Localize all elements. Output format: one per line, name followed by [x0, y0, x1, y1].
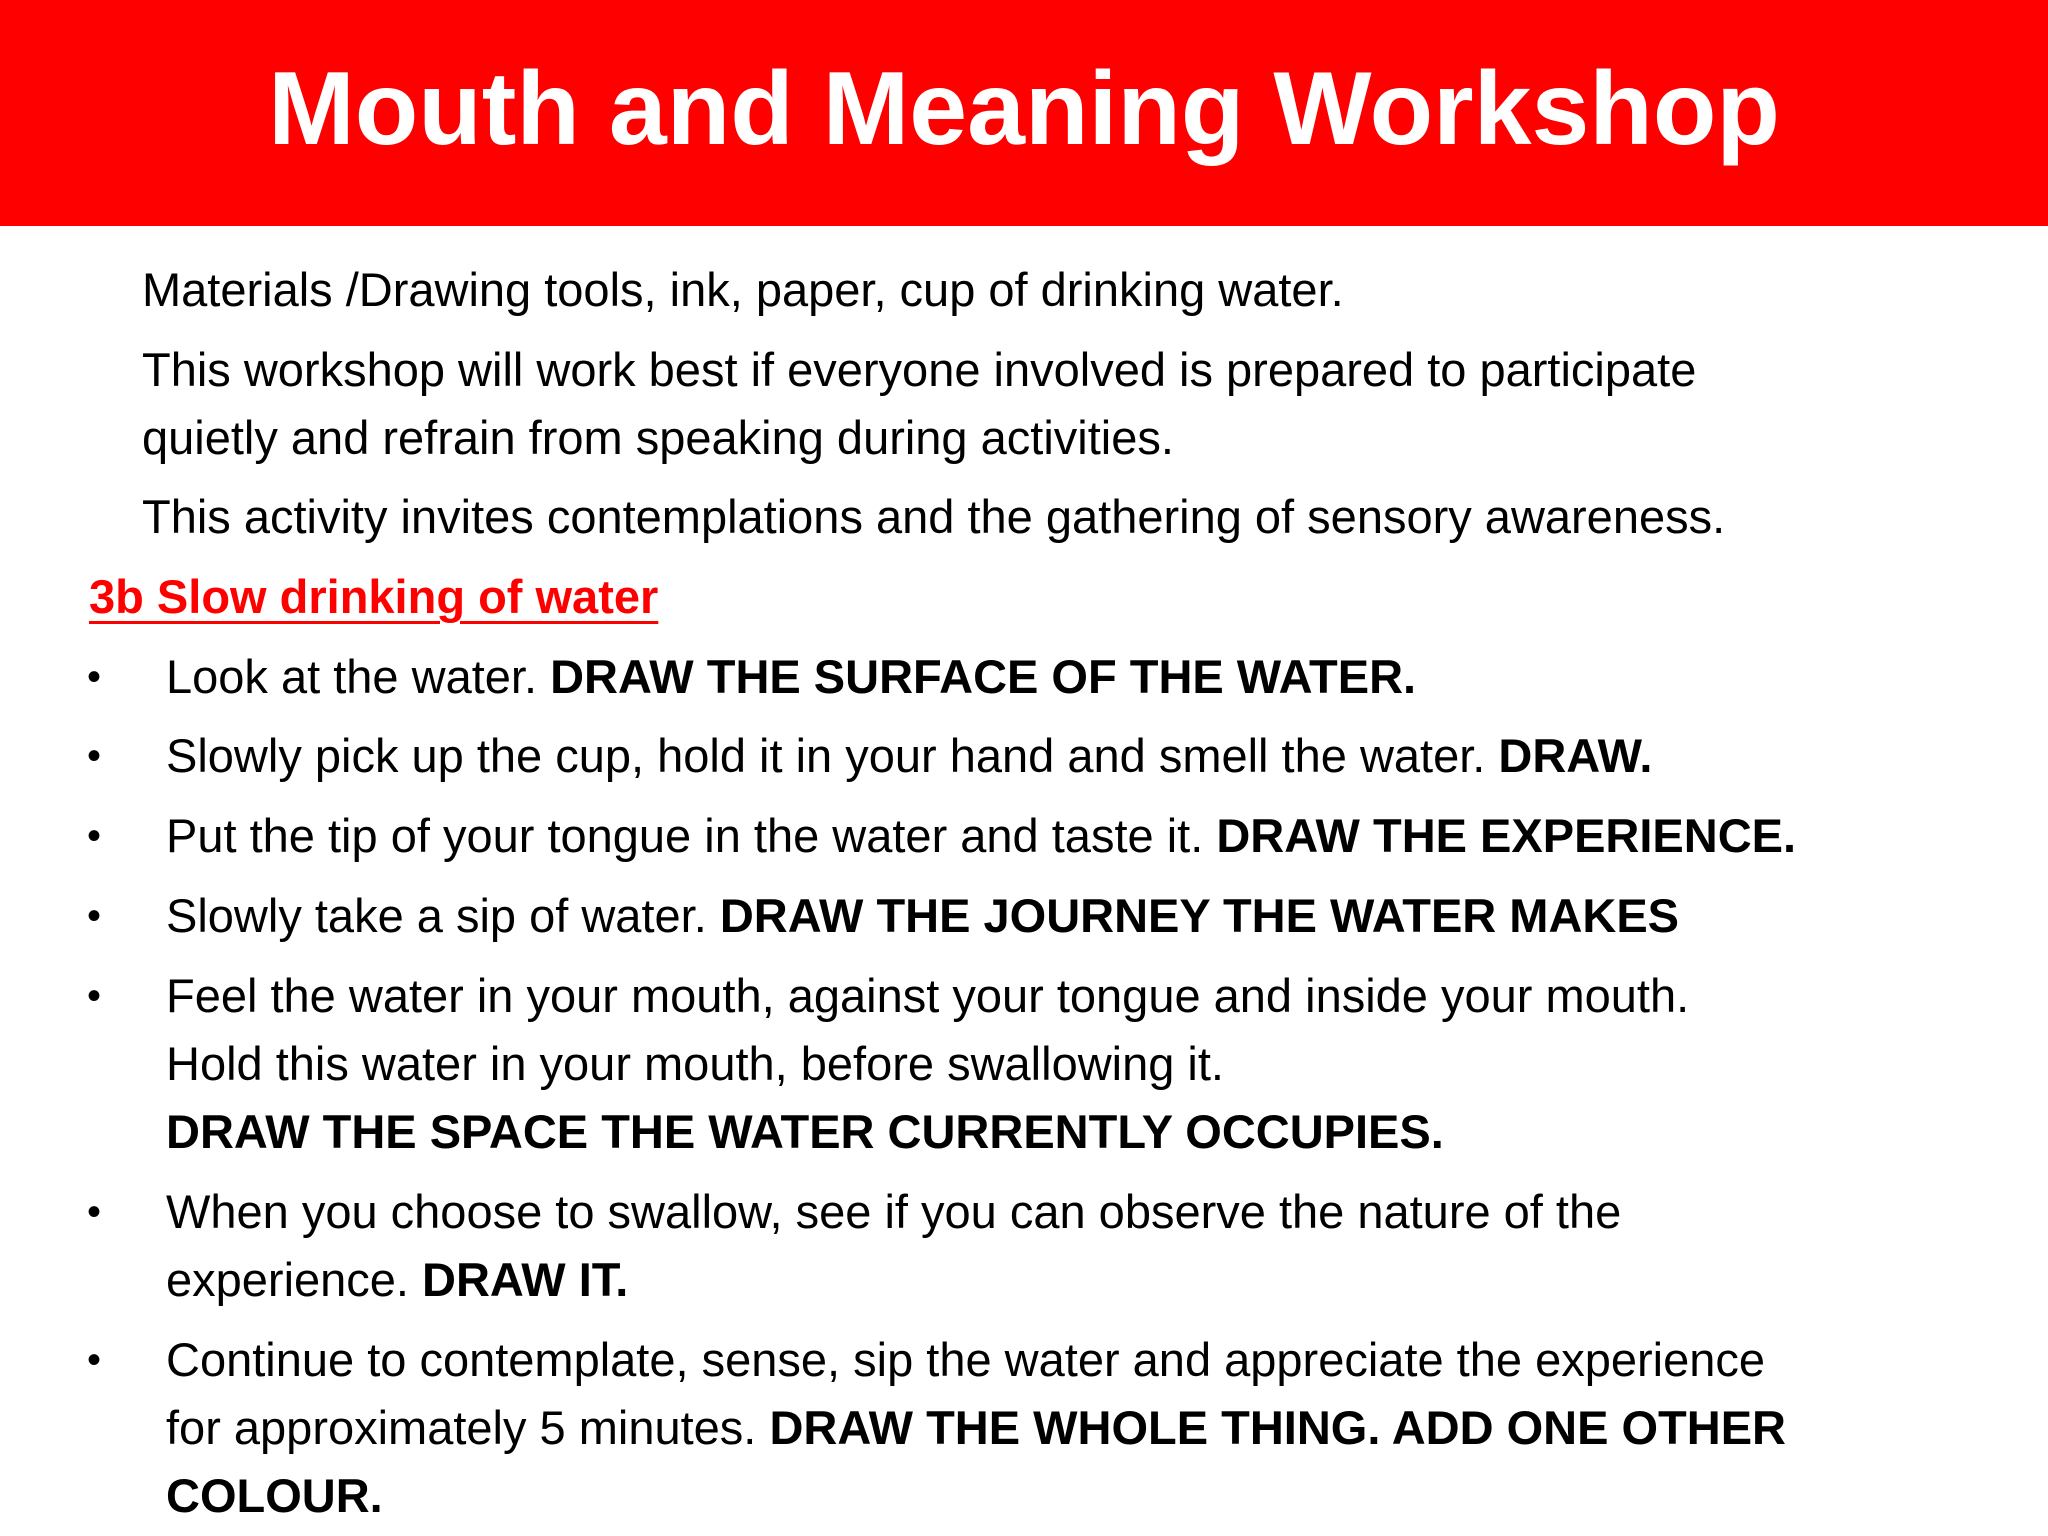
bullet-icon: •: [87, 894, 102, 938]
step-instruction: DRAW THE SPACE THE WATER CURRENTLY OCCUPIES.: [166, 1105, 1444, 1158]
step-description-line1: When you choose to swallow, see if you can observe the nature of the: [166, 1185, 1622, 1238]
step-text: [166, 643, 2036, 711]
bullet-icon: •: [87, 1190, 102, 1234]
step-instruction: DRAW IT.: [422, 1253, 629, 1306]
step-instruction: DRAW THE EXPERIENCE.: [1216, 809, 1797, 862]
contemplation-text: This activity invites contemplations and the gathering of sensory awareness.: [142, 490, 1726, 543]
bullet-icon: •: [87, 655, 102, 699]
step-description-line2: for approximately 5 minutes.: [166, 1401, 770, 1454]
step-description: Slowly pick up the cup, hold it in your hand and smell the water.: [166, 729, 1499, 782]
step-description-line2: Hold this water in your mouth, before swallowing it.: [166, 1037, 1224, 1090]
step-description: Look at the water.: [166, 650, 551, 703]
page-title: Mouth and Meaning Workshop: [268, 50, 1780, 167]
step-instruction: DRAW THE JOURNEY THE WATER MAKES: [719, 889, 1680, 942]
step-text: [166, 962, 2036, 1166]
step-description: Put the tip of your tongue in the water and taste it.: [166, 809, 1217, 862]
step-text: [166, 802, 2036, 870]
step-instruction: DRAW.: [1498, 729, 1653, 782]
participation-text-line2: quietly and refrain from speaking during activities.: [142, 411, 1174, 464]
step-description-line1: Continue to contemplate, sense, sip the water and appreciate the experience: [166, 1333, 1766, 1386]
step-text: [166, 1326, 2036, 1530]
bullet-icon: •: [87, 1338, 102, 1382]
step-description: Slowly take a sip of water.: [166, 889, 720, 942]
bullet-icon: •: [87, 974, 102, 1018]
step-instruction-line3: COLOUR.: [166, 1469, 383, 1522]
section-heading: 3b Slow drinking of water: [89, 570, 659, 623]
bullet-icon: •: [87, 734, 102, 778]
step-instruction: DRAW THE SURFACE OF THE WATER.: [550, 650, 1417, 703]
participation-text-line1: This workshop will work best if everyone involved is prepared to participate: [142, 343, 1697, 396]
step-instruction-line2: DRAW THE WHOLE THING. ADD ONE OTHER: [769, 1401, 1786, 1454]
bullet-icon: •: [87, 814, 102, 858]
materials-text: Materials /Drawing tools, ink, paper, cup of drinking water.: [142, 263, 1344, 316]
step-description-line1: Feel the water in your mouth, against your tongue and inside your mouth.: [166, 969, 1690, 1022]
step-text: [166, 1178, 2036, 1314]
step-text: [166, 722, 2036, 790]
step-description-line2: experience.: [166, 1253, 423, 1306]
step-text: [166, 882, 2036, 950]
